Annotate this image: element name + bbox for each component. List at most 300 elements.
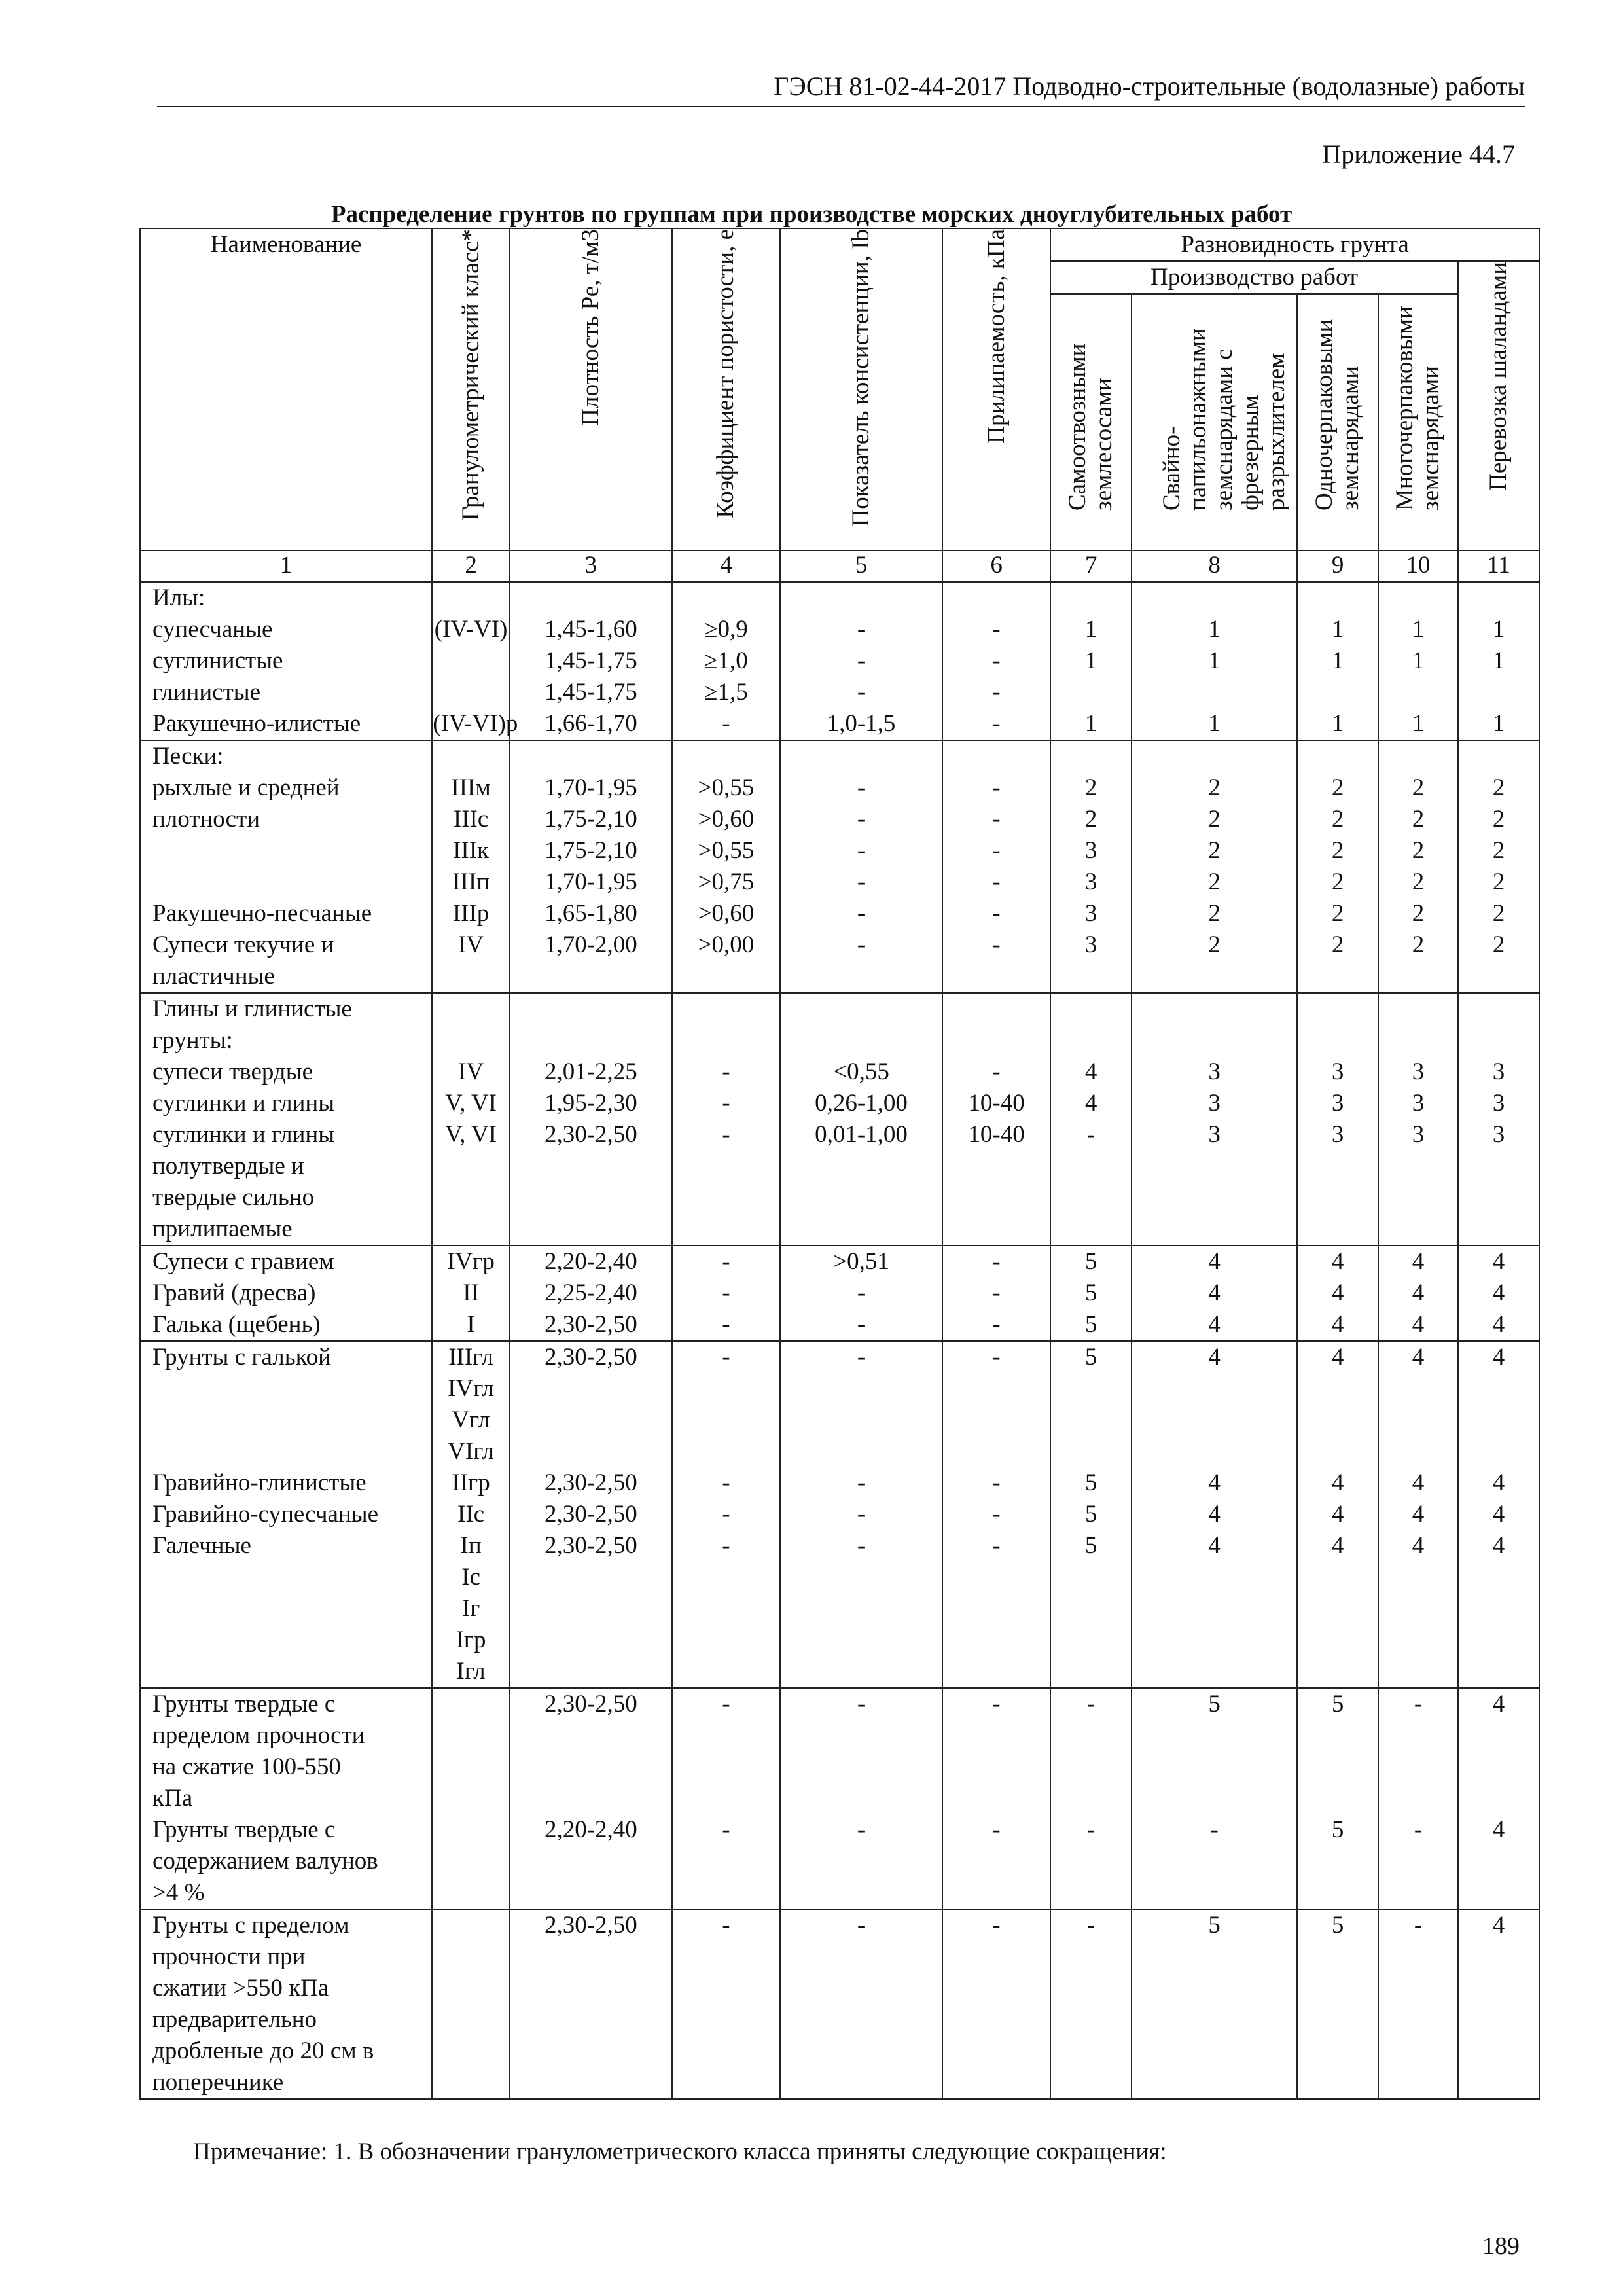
cell-line: Супеси текучие и <box>152 931 334 958</box>
cell-line: - <box>857 1912 866 1939</box>
cell-line: IIIм <box>451 774 491 801</box>
cell-line <box>943 1436 1050 1467</box>
cell-line: Ракушечно-илистые <box>152 710 361 737</box>
cell-line: 1 <box>1412 647 1425 674</box>
cell-line <box>1459 1593 1539 1624</box>
cell-line: 2 <box>1208 837 1221 864</box>
cell-line: 1 <box>1084 647 1097 674</box>
page-number: 189 <box>1482 2233 1520 2260</box>
cell-line <box>1132 1373 1296 1405</box>
cell-line: 1 <box>1412 710 1425 737</box>
cell-line: 1 <box>1084 616 1097 643</box>
cell-line: 2 <box>1208 869 1221 895</box>
cell-line <box>943 1783 1050 1814</box>
table-cell <box>942 582 1050 740</box>
table-row <box>140 1341 1539 1688</box>
cell-line: 4 <box>1492 1912 1505 1939</box>
cell-line: - <box>992 1691 1001 1717</box>
cell-line: Iгр <box>455 1626 486 1653</box>
cell-line: - <box>1414 1816 1423 1843</box>
table-cell <box>1458 1909 1539 2099</box>
table-cell <box>780 1909 942 2099</box>
cell-line: 3 <box>1084 900 1097 927</box>
cell-line <box>1459 1751 1539 1783</box>
cell-line: 4 <box>1331 1344 1344 1371</box>
cell-line: на сжатие 100-550 <box>152 1753 341 1780</box>
table-cell <box>672 1246 780 1341</box>
cell-line <box>673 1656 779 1687</box>
table-cell <box>1458 1688 1539 1909</box>
cell-line <box>1051 1436 1131 1467</box>
cell-line <box>781 1436 942 1467</box>
table-cell <box>942 1909 1050 2099</box>
cell-line <box>1132 994 1296 1025</box>
cell-line <box>1298 1783 1378 1814</box>
cell-line: 1 <box>1331 616 1344 643</box>
cell-line <box>141 1373 431 1405</box>
cell-line: супеси твердые <box>152 1058 313 1085</box>
cell-line: 1,95-2,30 <box>544 1090 637 1117</box>
cell-line: <0,55 <box>833 1058 889 1085</box>
cell-line <box>781 1593 942 1624</box>
cell-line: - <box>992 931 1001 958</box>
cell-line <box>1298 1025 1378 1056</box>
cell-line <box>1051 2036 1131 2067</box>
cell-line: >0,00 <box>698 931 755 958</box>
cell-line <box>433 1751 509 1783</box>
cell-line: Гравийно-глинистые <box>152 1469 366 1496</box>
cell-line <box>1051 677 1131 708</box>
cell-line: >0,51 <box>833 1248 889 1275</box>
table-cell <box>942 1341 1050 1688</box>
table-cell <box>1297 1246 1378 1341</box>
cell-line: >0,60 <box>698 806 755 833</box>
cell-line <box>781 1562 942 1593</box>
cell-line: - <box>1210 1816 1219 1843</box>
table-cell <box>1132 1246 1297 1341</box>
table-cell <box>1458 582 1539 740</box>
cell-line <box>1459 1213 1539 1245</box>
cell-line <box>943 961 1050 992</box>
table-cell <box>432 1246 510 1341</box>
table-cell <box>1458 993 1539 1246</box>
cell-line <box>510 1182 671 1213</box>
table-cell <box>140 582 432 740</box>
cell-line: 10-40 <box>968 1121 1025 1148</box>
cell-line <box>433 1941 509 1973</box>
cell-line <box>673 1151 779 1182</box>
cell-line: - <box>992 1058 1001 1085</box>
cell-line <box>943 2036 1050 2067</box>
column-number: 11 <box>1458 550 1539 582</box>
cell-line <box>433 1689 509 1720</box>
cell-line <box>433 645 509 677</box>
cell-line <box>1459 1973 1539 2004</box>
table-cell <box>1458 740 1539 993</box>
cell-line <box>1132 1405 1296 1436</box>
cell-line <box>673 1182 779 1213</box>
cell-line: - <box>857 1816 866 1843</box>
cell-line: 2,30-2,50 <box>544 1311 637 1338</box>
cell-line: 4 <box>1492 1311 1505 1338</box>
cell-line <box>1298 1436 1378 1467</box>
table-cell <box>1132 1341 1297 1688</box>
header-multi-bucket: Многочерпаковыми земснарядами <box>1378 294 1458 550</box>
cell-line <box>433 1783 509 1814</box>
cell-line: 1,45-1,75 <box>544 679 637 706</box>
cell-line <box>1132 1783 1296 1814</box>
cell-line <box>1298 994 1378 1025</box>
cell-line: 2 <box>1412 806 1425 833</box>
table-cell <box>1378 1246 1458 1341</box>
cell-line: 4 <box>1208 1248 1221 1275</box>
cell-line: - <box>857 900 866 927</box>
cell-line: - <box>722 1311 730 1338</box>
cell-line: 5 <box>1331 1816 1344 1843</box>
cell-line <box>510 994 671 1025</box>
cell-line: 4 <box>1331 1248 1344 1275</box>
cell-line: (IV-VI) <box>434 616 508 643</box>
cell-line <box>1298 1593 1378 1624</box>
cell-line: - <box>722 1090 730 1117</box>
cell-line <box>1379 961 1457 992</box>
cell-line <box>943 1751 1050 1783</box>
soil-groups-table <box>139 228 1540 2100</box>
cell-line: IIгр <box>452 1469 490 1496</box>
cell-line <box>1459 1151 1539 1182</box>
cell-line: 1 <box>1331 710 1344 737</box>
cell-line <box>1459 1846 1539 1877</box>
table-cell <box>140 1688 432 1909</box>
cell-line: Грунты твердые с <box>152 1691 336 1717</box>
cell-line: 2,20-2,40 <box>544 1248 637 1275</box>
cell-line <box>433 994 509 1025</box>
cell-line <box>1051 2004 1131 2036</box>
cell-line: 4 <box>1492 1469 1505 1496</box>
cell-line: 4 <box>1412 1532 1425 1559</box>
cell-line <box>510 583 671 614</box>
cell-line <box>943 1656 1050 1687</box>
cell-line <box>1051 1624 1131 1656</box>
cell-line: 1,75-2,10 <box>544 806 637 833</box>
cell-line: 2 <box>1492 837 1505 864</box>
cell-line <box>1379 1973 1457 2004</box>
cell-line: - <box>1414 1691 1423 1717</box>
cell-line: 2,30-2,50 <box>544 1532 637 1559</box>
cell-line: Грунты с галькой <box>152 1344 331 1371</box>
column-number: 6 <box>942 550 1050 582</box>
cell-line <box>1132 2067 1296 2098</box>
cell-line: 1 <box>1208 710 1221 737</box>
document-title: ГЭСН 81-02-44-2017 Подводно-строительные (водолазные) работы <box>774 71 1525 101</box>
cell-line: - <box>722 1469 730 1496</box>
table-cell <box>140 993 432 1246</box>
cell-line: 1 <box>1331 647 1344 674</box>
cell-line: 1,65-1,80 <box>544 900 637 927</box>
cell-line: 5 <box>1084 1532 1097 1559</box>
cell-line <box>1379 1846 1457 1877</box>
cell-line <box>1298 741 1378 772</box>
cell-line <box>943 1846 1050 1877</box>
cell-line <box>1459 1720 1539 1751</box>
cell-line <box>510 741 671 772</box>
table-cell <box>672 740 780 993</box>
cell-line <box>943 1213 1050 1245</box>
cell-line: 2 <box>1084 806 1097 833</box>
cell-line <box>1379 1941 1457 1973</box>
cell-line <box>1459 1373 1539 1405</box>
cell-line: 4 <box>1492 1501 1505 1528</box>
cell-line: >4 % <box>152 1879 205 1906</box>
table-cell <box>1297 993 1378 1246</box>
cell-line <box>141 1593 431 1624</box>
cell-line <box>781 583 942 614</box>
table-cell <box>510 1688 672 1909</box>
cell-line <box>943 1182 1050 1213</box>
table-cell <box>1297 1341 1378 1688</box>
cell-line <box>781 1656 942 1687</box>
cell-line: 4 <box>1208 1469 1221 1496</box>
cell-line <box>1459 1783 1539 1814</box>
cell-line <box>1459 994 1539 1025</box>
cell-line <box>510 1720 671 1751</box>
cell-line: - <box>722 1691 730 1717</box>
cell-line: Iп <box>460 1532 482 1559</box>
table-cell <box>672 1688 780 1909</box>
cell-line <box>673 1593 779 1624</box>
cell-line <box>141 1624 431 1656</box>
cell-line <box>1051 1373 1131 1405</box>
cell-line: 3 <box>1084 869 1097 895</box>
cell-line: 3 <box>1208 1121 1221 1148</box>
cell-line: поперечнике <box>152 2069 284 2096</box>
cell-line <box>1459 677 1539 708</box>
header-single-bucket: Одночерпаковыми земснарядами <box>1297 294 1378 550</box>
cell-line <box>943 1624 1050 1656</box>
cell-line: 3 <box>1331 1121 1344 1148</box>
cell-line: 4 <box>1208 1501 1221 1528</box>
cell-line <box>433 961 509 992</box>
cell-line <box>1298 1182 1378 1213</box>
cell-line <box>1132 1973 1296 2004</box>
cell-line: суглинистые <box>152 647 283 674</box>
cell-line: - <box>857 1532 866 1559</box>
cell-line <box>141 1562 431 1593</box>
cell-line: 2 <box>1492 806 1505 833</box>
cell-line: 5 <box>1084 1248 1097 1275</box>
cell-line <box>673 1624 779 1656</box>
cell-line <box>943 1720 1050 1751</box>
cell-line: - <box>857 869 866 895</box>
table-cell <box>1050 1909 1132 2099</box>
cell-line <box>1459 1025 1539 1056</box>
cell-line <box>1051 1593 1131 1624</box>
cell-line: 1,66-1,70 <box>544 710 637 737</box>
cell-line <box>673 1405 779 1436</box>
cell-line <box>433 1910 509 1941</box>
table-cell <box>1132 740 1297 993</box>
header-granulometric: Гранулометрический класс* <box>432 228 510 550</box>
cell-line <box>1132 1877 1296 1909</box>
cell-line: 4 <box>1331 1311 1344 1338</box>
cell-line <box>943 1973 1050 2004</box>
cell-line <box>433 741 509 772</box>
table-row <box>140 1909 1539 2099</box>
cell-line <box>433 1025 509 1056</box>
cell-line <box>1459 1941 1539 1973</box>
cell-line: 2 <box>1412 774 1425 801</box>
cell-line <box>1298 1373 1378 1405</box>
cell-line <box>1051 1877 1131 1909</box>
table-row <box>140 1246 1539 1341</box>
cell-line <box>673 1213 779 1245</box>
cell-line: IIIс <box>453 806 489 833</box>
cell-line: 4 <box>1084 1090 1097 1117</box>
cell-line: - <box>1414 1912 1423 1939</box>
cell-line: Галечные <box>152 1532 251 1559</box>
cell-line <box>781 1846 942 1877</box>
cell-line <box>781 961 942 992</box>
column-numbers-row <box>140 550 1539 582</box>
cell-line <box>1132 1025 1296 1056</box>
cell-line <box>1379 583 1457 614</box>
column-number: 1 <box>140 550 432 582</box>
cell-line <box>1298 1877 1378 1909</box>
cell-line: 2 <box>1331 931 1344 958</box>
cell-line <box>1459 2036 1539 2067</box>
cell-line <box>1379 994 1457 1025</box>
cell-line <box>1379 1151 1457 1182</box>
cell-line <box>1379 1751 1457 1783</box>
cell-line: - <box>992 900 1001 927</box>
table-cell <box>510 740 672 993</box>
cell-line <box>141 835 431 867</box>
cell-line: 4 <box>1412 1344 1425 1371</box>
cell-line: - <box>722 1280 730 1306</box>
cell-line <box>943 1025 1050 1056</box>
cell-line <box>781 1624 942 1656</box>
cell-line: - <box>992 774 1001 801</box>
cell-line <box>433 583 509 614</box>
table-cell <box>780 582 942 740</box>
column-number: 3 <box>510 550 672 582</box>
cell-line: 2,30-2,50 <box>544 1344 637 1371</box>
cell-line: Iс <box>461 1564 480 1590</box>
cell-line <box>1379 2004 1457 2036</box>
cell-line: плотности <box>152 806 260 833</box>
cell-line <box>781 2004 942 2036</box>
column-number: 9 <box>1297 550 1378 582</box>
cell-line: 4 <box>1208 1344 1221 1371</box>
cell-line: прилипаемые <box>152 1215 293 1242</box>
cell-line <box>1379 1877 1457 1909</box>
cell-line <box>943 1941 1050 1973</box>
column-number: 8 <box>1132 550 1297 582</box>
cell-line <box>673 741 779 772</box>
cell-line <box>1298 583 1378 614</box>
cell-line: II <box>463 1280 479 1306</box>
cell-line <box>1051 741 1131 772</box>
header-density: Плотность Ре, т/м3 <box>510 228 672 550</box>
cell-line <box>673 2067 779 2098</box>
table-cell <box>672 582 780 740</box>
cell-line: 1 <box>1084 710 1097 737</box>
cell-line: 4 <box>1331 1501 1344 1528</box>
cell-line: - <box>992 1311 1001 1338</box>
cell-line: 3 <box>1492 1090 1505 1117</box>
table-cell <box>510 1341 672 1688</box>
cell-line <box>781 1720 942 1751</box>
cell-line: - <box>722 1344 730 1371</box>
cell-line <box>433 1846 509 1877</box>
cell-line: - <box>857 616 866 643</box>
cell-line <box>510 1973 671 2004</box>
cell-line: 5 <box>1208 1691 1221 1717</box>
cell-line <box>781 1213 942 1245</box>
cell-line: пластичные <box>152 963 275 990</box>
cell-line: Vгл <box>452 1407 490 1433</box>
table-cell <box>1132 993 1297 1246</box>
cell-line: - <box>1087 1121 1096 1148</box>
cell-line <box>1051 1751 1131 1783</box>
table-cell <box>672 993 780 1246</box>
cell-line <box>1298 1151 1378 1182</box>
column-number: 2 <box>432 550 510 582</box>
table-cell <box>1378 582 1458 740</box>
cell-line: 2 <box>1208 774 1221 801</box>
column-number: 4 <box>672 550 780 582</box>
cell-line: - <box>857 1344 866 1371</box>
cell-line <box>510 961 671 992</box>
cell-line: 2 <box>1412 931 1425 958</box>
cell-line: - <box>992 710 1001 737</box>
cell-line: 0,01-1,00 <box>815 1121 908 1148</box>
column-number: 5 <box>780 550 942 582</box>
table-row <box>140 993 1539 1246</box>
cell-line: Галька (щебень) <box>152 1311 321 1338</box>
cell-line: Илы: <box>152 584 205 611</box>
cell-line <box>510 1593 671 1624</box>
cell-line <box>1459 1436 1539 1467</box>
table-cell <box>510 993 672 1246</box>
cell-line: Гравий (дресва) <box>152 1280 316 1306</box>
table-cell <box>510 1909 672 2099</box>
cell-line <box>510 2067 671 2098</box>
table-cell <box>432 582 518 740</box>
cell-line <box>1298 1624 1378 1656</box>
cell-line <box>1298 1941 1378 1973</box>
cell-line <box>141 1656 431 1687</box>
cell-line <box>1132 1720 1296 1751</box>
cell-line: 2,30-2,50 <box>544 1691 637 1717</box>
cell-line <box>510 1783 671 1814</box>
cell-line: Супеси с гравием <box>152 1248 334 1275</box>
cell-line: 4 <box>1331 1280 1344 1306</box>
cell-line: ≥0,9 <box>704 616 748 643</box>
column-number: 7 <box>1050 550 1132 582</box>
cell-line: 2,30-2,50 <box>544 1469 637 1496</box>
table-cell <box>1378 1341 1458 1688</box>
table-cell <box>672 1341 780 1688</box>
header-production: Производство работ <box>1050 261 1458 294</box>
cell-line: - <box>992 679 1001 706</box>
cell-line: >0,55 <box>698 837 755 864</box>
cell-line: IIIгл <box>448 1344 493 1371</box>
cell-line: 2 <box>1084 774 1097 801</box>
cell-line: полутвердые и <box>152 1153 304 1179</box>
cell-line: 1,70-1,95 <box>544 774 637 801</box>
cell-line <box>673 1941 779 1973</box>
